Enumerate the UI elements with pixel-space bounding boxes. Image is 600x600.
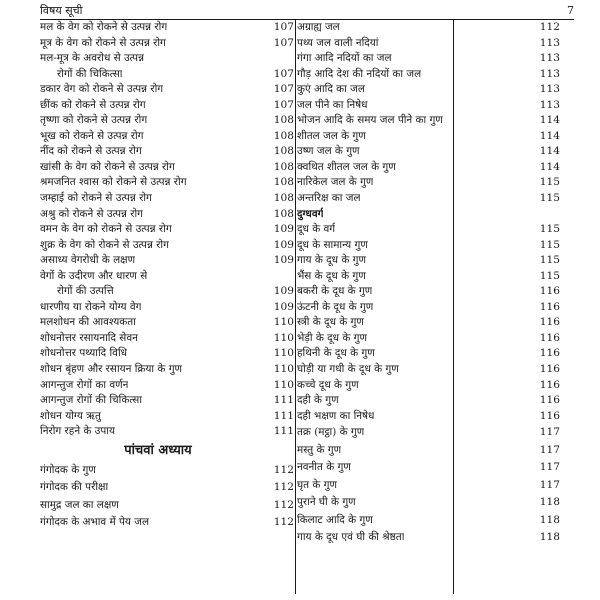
toc-entry bbox=[40, 113, 294, 129]
toc-entry-title: क्वथित शीतल जल के गुण bbox=[297, 160, 396, 173]
toc-entry-page: 113 bbox=[539, 52, 560, 65]
toc-entry-page: 113 bbox=[539, 83, 560, 96]
toc-entry bbox=[297, 477, 560, 495]
toc-entry-page: 114 bbox=[539, 114, 560, 127]
page-header bbox=[40, 3, 574, 19]
toc-entry-page: 116 bbox=[539, 300, 560, 313]
toc-entry-title: सामुद्र जल का लक्षण bbox=[40, 498, 119, 511]
toc-entry-title: भूख को रोकने से उत्पन्न रोग bbox=[40, 129, 144, 142]
toc-entry bbox=[40, 409, 294, 425]
toc-entry-title: नवनीत के गुण bbox=[297, 461, 351, 474]
toc-entry-page: 108 bbox=[273, 145, 294, 158]
toc-entry-title: उष्ण जल के गुण bbox=[297, 145, 360, 158]
toc-entry-title: दूध के सामान्य गुण bbox=[297, 238, 368, 251]
toc-entry-title: मलशोधन की आवश्यकता bbox=[40, 316, 136, 329]
toc-entry-page: 111 bbox=[273, 394, 294, 407]
toc-entry-page: 115 bbox=[539, 254, 560, 267]
toc-entry-page: 114 bbox=[539, 160, 560, 173]
toc-entry bbox=[40, 378, 294, 394]
toc-entry bbox=[297, 512, 560, 530]
toc-entry-title: धारणीय या रोकने योग्य वेग bbox=[40, 300, 142, 313]
toc-entry-title: वमन के वेग को रोकने से उत्पन्न रोग bbox=[40, 223, 172, 236]
toc-entry-title: निरोग रहने के उपाय bbox=[40, 425, 115, 438]
toc-entry-page: 112 bbox=[273, 481, 294, 494]
toc-entry bbox=[297, 409, 560, 425]
toc-entry bbox=[40, 238, 294, 254]
toc-entry bbox=[297, 393, 560, 409]
toc-entry-title: अश्रु को रोकने से उत्पन्न रोग bbox=[40, 207, 143, 220]
toc-entry bbox=[40, 440, 294, 462]
toc-entry-title: स्त्री के दूध के गुण bbox=[297, 316, 364, 329]
toc-entry bbox=[40, 346, 294, 362]
toc-entry-page: 116 bbox=[539, 409, 560, 422]
toc-entry-title: दूध के वर्ग bbox=[297, 223, 336, 236]
toc-entry bbox=[40, 82, 294, 98]
toc-entry-title: वेगों के उदीरण और धारण से bbox=[40, 269, 148, 282]
toc-entry bbox=[40, 175, 294, 191]
toc-entry-page: 116 bbox=[539, 363, 560, 376]
toc-entry-title: कच्चे दूध के गुण bbox=[297, 378, 359, 391]
toc-entry bbox=[40, 160, 294, 176]
toc-entry bbox=[40, 284, 294, 300]
toc-entry-page: 112 bbox=[273, 463, 294, 476]
toc-entry-page: 113 bbox=[539, 67, 560, 80]
toc-entry bbox=[297, 36, 560, 52]
toc-entry-title: गौड़ आदि देश की नदियों का जल bbox=[297, 67, 422, 80]
toc-left-column bbox=[40, 20, 294, 532]
toc-entry bbox=[297, 346, 560, 362]
toc-entry-page: 116 bbox=[539, 331, 560, 344]
toc-entry-title: अन्तरिक्ष का जल bbox=[297, 192, 361, 205]
toc-entry-page: 107 bbox=[273, 36, 294, 49]
toc-entry-title: मल-मूत्र के अवरोध से उत्पन्न bbox=[40, 52, 144, 65]
toc-entry bbox=[40, 269, 294, 285]
toc-entry bbox=[297, 144, 560, 160]
toc-entry-page: 107 bbox=[273, 83, 294, 96]
toc-entry-page: 112 bbox=[539, 21, 560, 33]
toc-entry-page: 112 bbox=[273, 516, 294, 529]
toc-entry-title: श्रमजनित श्वास को रोकने से उत्पन्न रोग bbox=[40, 176, 187, 189]
toc-entry-page: 110 bbox=[273, 347, 294, 360]
toc-entry bbox=[297, 442, 560, 460]
toc-entry bbox=[40, 36, 294, 52]
toc-entry-title: आगन्तुज रोगों की चिकित्सा bbox=[40, 394, 143, 407]
toc-entry bbox=[297, 129, 560, 145]
toc-entry-page: 117 bbox=[539, 443, 560, 456]
toc-entry bbox=[297, 222, 560, 238]
toc-entry-title: डकार वेग को रोकने से उत्पन्न रोग bbox=[40, 83, 164, 96]
toc-entry-title: असाध्य वेगरोधी के लक्षण bbox=[40, 254, 136, 267]
toc-entry bbox=[297, 160, 560, 176]
toc-entry bbox=[40, 207, 294, 223]
toc-entry-page: 108 bbox=[273, 160, 294, 173]
toc-entry-page: 111 bbox=[273, 409, 294, 422]
toc-entry-page: 117 bbox=[539, 426, 560, 439]
toc-entry bbox=[40, 497, 294, 515]
toc-entry-title: कुएं आदि का जल bbox=[297, 83, 365, 96]
header-page-number: 7 bbox=[567, 4, 574, 17]
toc-entry bbox=[297, 98, 560, 114]
toc-entry-page: 115 bbox=[539, 238, 560, 251]
toc-entry bbox=[297, 238, 560, 254]
toc-entry bbox=[297, 424, 560, 442]
toc-entry-page: 113 bbox=[539, 36, 560, 49]
toc-entry bbox=[40, 331, 294, 347]
toc-entry-title: खांसी के वेग को रोकने से उत्पन्न रोग bbox=[40, 160, 175, 173]
toc-entry bbox=[297, 175, 560, 191]
toc-entry bbox=[40, 67, 294, 83]
toc-entry-page: 116 bbox=[539, 394, 560, 407]
toc-entry-page: 118 bbox=[539, 513, 560, 526]
toc-entry bbox=[40, 51, 294, 67]
toc-entry-page: 109 bbox=[273, 285, 294, 298]
toc-entry-title: पुराने घी के गुण bbox=[297, 496, 356, 509]
toc-entry-title: शोधन बृंहण और रसायन क्रिया के गुण bbox=[40, 363, 183, 376]
toc-entry-page: 116 bbox=[539, 316, 560, 329]
toc-entry-title: रोगों की उत्पत्ति bbox=[57, 285, 114, 298]
toc-entry-page: 109 bbox=[273, 300, 294, 313]
toc-entry bbox=[297, 494, 560, 512]
toc-entry-page: 110 bbox=[273, 363, 294, 376]
toc-entry-page: 113 bbox=[539, 98, 560, 111]
toc-entry-page: 108 bbox=[273, 129, 294, 142]
toc-entry-title: भेड़ी के दूध के गुण bbox=[297, 331, 367, 344]
toc-entry-title: भैंस के दूध के गुण bbox=[297, 269, 366, 282]
toc-entry bbox=[40, 462, 294, 480]
toc-entry-page: 117 bbox=[539, 478, 560, 491]
toc-entry-page: 115 bbox=[539, 223, 560, 236]
toc-entry bbox=[40, 393, 294, 409]
toc-entry bbox=[297, 20, 560, 36]
toc-entry bbox=[297, 207, 560, 223]
toc-entry-title: किलाट आदि के गुण bbox=[297, 513, 373, 526]
toc-entry-title: गंगोदक के गुण bbox=[40, 463, 96, 476]
toc-entry-title: पथ्य जल वाली नदियां bbox=[297, 36, 379, 49]
toc-entry-page: 114 bbox=[539, 129, 560, 142]
toc-entry-title: दही भक्षण का निषेध bbox=[297, 409, 375, 422]
toc-entry bbox=[297, 113, 560, 129]
toc-entry-page: 107 bbox=[273, 67, 294, 80]
toc-entry-page: 110 bbox=[273, 316, 294, 329]
toc-entry-title: नींद को रोकने से उत्पन्न रोग bbox=[40, 145, 142, 158]
toc-right-column bbox=[297, 20, 560, 547]
toc-entry-title: तृष्णा को रोकने से उत्पन्न रोग bbox=[40, 114, 148, 127]
toc-entry-title: शोधनोत्तर पथ्यादि विधि bbox=[40, 347, 128, 360]
toc-entry bbox=[40, 362, 294, 378]
toc-entry-page: 112 bbox=[273, 498, 294, 511]
toc-entry bbox=[297, 378, 560, 394]
toc-entry-page: 107 bbox=[273, 98, 294, 111]
toc-entry-title: मल के वेग को रोकने से उत्पन्न रोग bbox=[40, 21, 168, 33]
toc-entry bbox=[40, 144, 294, 160]
toc-entry-page: 114 bbox=[539, 145, 560, 158]
toc-entry bbox=[297, 82, 560, 98]
toc-entry-title: शोधनोत्तर रसायनादि सेवन bbox=[40, 331, 138, 344]
toc-entry-page: 116 bbox=[539, 285, 560, 298]
toc-entry bbox=[40, 20, 294, 36]
toc-entry-title: घृत के गुण bbox=[297, 478, 338, 491]
toc-entry bbox=[40, 191, 294, 207]
toc-entry-title: शुक्र के वेग को रोकने से उत्पन्न रोग bbox=[40, 238, 169, 251]
toc-entry bbox=[297, 51, 560, 67]
toc-entry-page: 108 bbox=[273, 207, 294, 220]
toc-entry-title: मूत्र के वेग को रोकने से उत्पन्न रोग bbox=[40, 36, 166, 49]
toc-entry-page: 109 bbox=[273, 223, 294, 236]
toc-entry-title: गंगा आदि नदियों का जल bbox=[297, 52, 392, 65]
toc-entry bbox=[297, 67, 560, 83]
toc-entry-title: छींक को रोकने से उत्पन्न रोग bbox=[40, 98, 146, 111]
column-divider bbox=[295, 20, 296, 594]
toc-entry-title: गाय के दूध एवं घी की श्रेष्ठता bbox=[297, 531, 405, 544]
toc-entry-title: शीतल जल के गुण bbox=[297, 129, 366, 142]
toc-entry-page: 108 bbox=[273, 192, 294, 205]
toc-entry-title: दही के गुण bbox=[297, 394, 339, 407]
toc-entry bbox=[297, 253, 560, 269]
toc-entry-page: 116 bbox=[539, 347, 560, 360]
toc-entry-page: 110 bbox=[273, 331, 294, 344]
toc-entry bbox=[297, 459, 560, 477]
toc-entry-page: 111 bbox=[273, 425, 294, 438]
toc-entry-title: जम्हाई को रोकने से उत्पन्न रोग bbox=[40, 192, 152, 205]
toc-entry-page: 118 bbox=[539, 496, 560, 509]
toc-entry-page: 109 bbox=[273, 254, 294, 267]
toc-entry bbox=[40, 514, 294, 532]
toc-entry-title: रोगों की चिकित्सा bbox=[57, 67, 123, 80]
toc-entry-title: गंगोदक के अभाव में पेय जल bbox=[40, 516, 149, 529]
toc-entry-title: जल पीने का निषेध bbox=[297, 98, 368, 111]
toc-entry-title: भोजन आदि के समय जल पीने का गुण bbox=[297, 114, 443, 127]
toc-entry-title: ऊंटनी के दूध के गुण bbox=[297, 300, 374, 313]
toc-entry-page: 115 bbox=[539, 269, 560, 282]
chapter-heading: पांचवां अध्याय bbox=[124, 442, 192, 458]
toc-entry-page: 117 bbox=[539, 461, 560, 474]
toc-entry-title: नारिकेल जल के गुण bbox=[297, 176, 374, 189]
toc-entry-page: 115 bbox=[539, 192, 560, 205]
toc-entry bbox=[40, 98, 294, 114]
toc-entry bbox=[40, 315, 294, 331]
toc-entry bbox=[40, 129, 294, 145]
toc-entry bbox=[40, 222, 294, 238]
toc-entry-title: गाय के दूध के गुण bbox=[297, 254, 367, 267]
toc-entry-page: 107 bbox=[273, 21, 294, 33]
toc-entry-page: 116 bbox=[539, 378, 560, 391]
toc-entry-page: 118 bbox=[539, 531, 560, 544]
toc-entry bbox=[297, 269, 560, 285]
toc-entry bbox=[40, 479, 294, 497]
toc-entry bbox=[297, 331, 560, 347]
toc-entry-title: अग्राह्य जल bbox=[297, 21, 340, 33]
toc-entry-title: घोड़ी या गधी के दूध के गुण bbox=[297, 363, 399, 376]
toc-entry bbox=[40, 300, 294, 316]
toc-entry-title: तक्र (मट्ठा) के गुण bbox=[297, 426, 365, 439]
toc-entry-page: 115 bbox=[539, 176, 560, 189]
toc-entry-title: हथिनी के दूध के गुण bbox=[297, 347, 375, 360]
toc-entry bbox=[40, 424, 294, 440]
toc-entry-title: शोधन योग्य ऋतु bbox=[40, 409, 101, 422]
toc-entry bbox=[297, 191, 560, 207]
section-heading: दुग्धवर्ग bbox=[297, 207, 324, 220]
toc-entry-title: आगन्तुज रोगों का वर्णन bbox=[40, 378, 129, 391]
toc-entry-page: 108 bbox=[273, 114, 294, 127]
header-title: विषय सूची bbox=[40, 4, 83, 17]
toc-entry bbox=[40, 253, 294, 269]
toc-entry bbox=[297, 362, 560, 378]
toc-entry-title: गंगोदक की परीक्षा bbox=[40, 481, 109, 494]
toc-entry-page: 109 bbox=[273, 238, 294, 251]
toc-entry bbox=[297, 284, 560, 300]
toc-entry-page: 108 bbox=[273, 176, 294, 189]
toc-entry bbox=[297, 315, 560, 331]
toc-entry-title: बकरी के दूध के गुण bbox=[297, 285, 373, 298]
toc-entry bbox=[297, 300, 560, 316]
toc-entry bbox=[297, 529, 560, 547]
toc-entry-page: 110 bbox=[273, 378, 294, 391]
toc-entry-title: मस्तु के गुण bbox=[297, 443, 342, 456]
